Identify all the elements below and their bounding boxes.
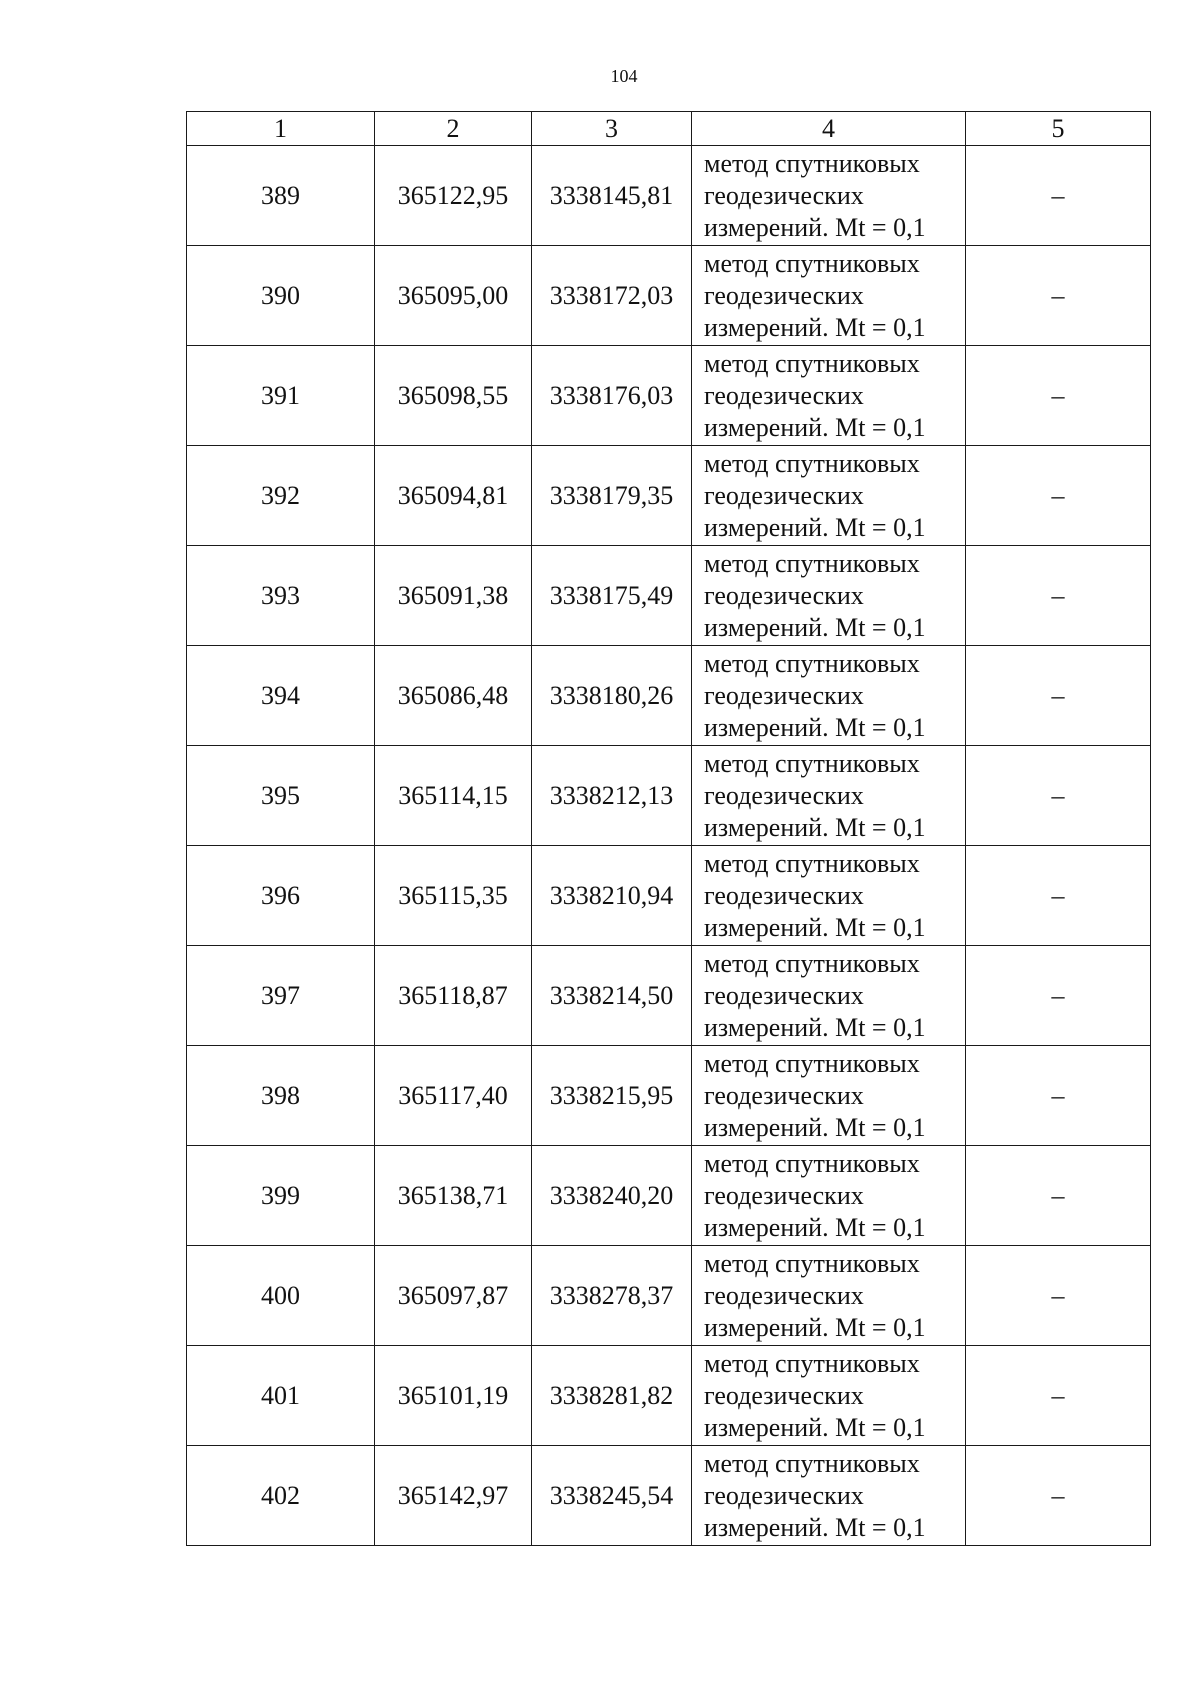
column-header-4: 4	[692, 112, 966, 146]
page-number: 104	[610, 66, 638, 86]
x-coordinate-cell: 365097,87	[375, 1246, 532, 1346]
method-line: измерений. Mt = 0,1	[704, 1512, 926, 1542]
method-line: геодезических	[704, 1180, 864, 1210]
method-line: измерений. Mt = 0,1	[704, 212, 926, 242]
column-header-1: 1	[187, 112, 375, 146]
x-coordinate-cell: 365117,40	[375, 1046, 532, 1146]
point-number-cell: 393	[187, 546, 375, 646]
table-row	[187, 546, 1151, 646]
y-coordinate-cell: 3338215,95	[532, 1046, 692, 1146]
method-line: геодезических	[704, 680, 864, 710]
column-header-3: 3	[532, 112, 692, 146]
method-cell	[692, 346, 966, 446]
method-line: геодезических	[704, 880, 864, 910]
method-line: геодезических	[704, 780, 864, 810]
y-coordinate-cell: 3338212,13	[532, 746, 692, 846]
table-row	[187, 246, 1151, 346]
method-line: метод спутниковых	[704, 248, 920, 278]
y-coordinate-cell: 3338145,81	[532, 146, 692, 246]
x-coordinate-cell: 365095,00	[375, 246, 532, 346]
x-coordinate-cell: 365118,87	[375, 946, 532, 1046]
method-line: метод спутниковых	[704, 948, 920, 978]
note-cell: –	[966, 946, 1151, 1046]
method-line: метод спутниковых	[704, 1048, 920, 1078]
method-line: метод спутниковых	[704, 548, 920, 578]
note-cell: –	[966, 746, 1151, 846]
point-number-cell: 391	[187, 346, 375, 446]
method-line: геодезических	[704, 280, 864, 310]
note-cell: –	[966, 446, 1151, 546]
method-line: геодезических	[704, 980, 864, 1010]
note-cell: –	[966, 846, 1151, 946]
table-row	[187, 1346, 1151, 1446]
point-number-cell: 392	[187, 446, 375, 546]
method-line: измерений. Mt = 0,1	[704, 512, 926, 542]
x-coordinate-cell: 365122,95	[375, 146, 532, 246]
table-row	[187, 346, 1151, 446]
point-number-cell: 402	[187, 1446, 375, 1546]
coordinates-table	[186, 111, 1151, 1546]
method-line: измерений. Mt = 0,1	[704, 1012, 926, 1042]
y-coordinate-cell: 3338179,35	[532, 446, 692, 546]
y-coordinate-cell: 3338278,37	[532, 1246, 692, 1346]
y-coordinate-cell: 3338281,82	[532, 1346, 692, 1446]
y-coordinate-cell: 3338180,26	[532, 646, 692, 746]
method-line: геодезических	[704, 180, 864, 210]
method-line: метод спутниковых	[704, 1448, 920, 1478]
table-row	[187, 446, 1151, 546]
method-line: измерений. Mt = 0,1	[704, 812, 926, 842]
method-line: метод спутниковых	[704, 748, 920, 778]
method-line: измерений. Mt = 0,1	[704, 412, 926, 442]
method-line: геодезических	[704, 1280, 864, 1310]
y-coordinate-cell: 3338176,03	[532, 346, 692, 446]
x-coordinate-cell: 365098,55	[375, 346, 532, 446]
note-cell: –	[966, 1246, 1151, 1346]
column-header-5: 5	[966, 112, 1151, 146]
x-coordinate-cell: 365094,81	[375, 446, 532, 546]
header-row	[187, 112, 1151, 146]
x-coordinate-cell: 365142,97	[375, 1446, 532, 1546]
note-cell: –	[966, 1446, 1151, 1546]
method-line: измерений. Mt = 0,1	[704, 1112, 926, 1142]
table-row	[187, 146, 1151, 246]
point-number-cell: 390	[187, 246, 375, 346]
method-line: измерений. Mt = 0,1	[704, 1212, 926, 1242]
table-body	[187, 146, 1151, 1546]
method-line: метод спутниковых	[704, 1148, 920, 1178]
note-cell: –	[966, 646, 1151, 746]
method-line: геодезических	[704, 1380, 864, 1410]
note-cell: –	[966, 1346, 1151, 1446]
table-row	[187, 746, 1151, 846]
method-cell	[692, 146, 966, 246]
method-line: измерений. Mt = 0,1	[704, 312, 926, 342]
y-coordinate-cell: 3338175,49	[532, 546, 692, 646]
y-coordinate-cell: 3338172,03	[532, 246, 692, 346]
point-number-cell: 401	[187, 1346, 375, 1446]
y-coordinate-cell: 3338210,94	[532, 846, 692, 946]
point-number-cell: 397	[187, 946, 375, 1046]
point-number-cell: 398	[187, 1046, 375, 1146]
method-line: метод спутниковых	[704, 148, 920, 178]
method-cell	[692, 546, 966, 646]
method-cell	[692, 1346, 966, 1446]
table-row	[187, 1446, 1151, 1546]
method-cell	[692, 946, 966, 1046]
x-coordinate-cell: 365138,71	[375, 1146, 532, 1246]
method-cell	[692, 846, 966, 946]
table-row	[187, 1246, 1151, 1346]
method-cell	[692, 1446, 966, 1546]
method-line: измерений. Mt = 0,1	[704, 1312, 926, 1342]
note-cell: –	[966, 146, 1151, 246]
note-cell: –	[966, 546, 1151, 646]
point-number-cell: 399	[187, 1146, 375, 1246]
table-header	[187, 112, 1151, 146]
method-line: метод спутниковых	[704, 648, 920, 678]
point-number-cell: 394	[187, 646, 375, 746]
x-coordinate-cell: 365114,15	[375, 746, 532, 846]
method-line: измерений. Mt = 0,1	[704, 612, 926, 642]
method-cell	[692, 646, 966, 746]
method-line: геодезических	[704, 1080, 864, 1110]
method-line: геодезических	[704, 1480, 864, 1510]
method-line: геодезических	[704, 580, 864, 610]
method-line: геодезических	[704, 480, 864, 510]
column-header-2: 2	[375, 112, 532, 146]
x-coordinate-cell: 365115,35	[375, 846, 532, 946]
y-coordinate-cell: 3338245,54	[532, 1446, 692, 1546]
table-row	[187, 1146, 1151, 1246]
method-cell	[692, 246, 966, 346]
x-coordinate-cell: 365086,48	[375, 646, 532, 746]
point-number-cell: 395	[187, 746, 375, 846]
method-line: метод спутниковых	[704, 1348, 920, 1378]
note-cell: –	[966, 246, 1151, 346]
table-row	[187, 1046, 1151, 1146]
method-line: измерений. Mt = 0,1	[704, 712, 926, 742]
y-coordinate-cell: 3338240,20	[532, 1146, 692, 1246]
method-line: метод спутниковых	[704, 448, 920, 478]
method-line: измерений. Mt = 0,1	[704, 1412, 926, 1442]
method-cell	[692, 1146, 966, 1246]
point-number-cell: 400	[187, 1246, 375, 1346]
note-cell: –	[966, 1046, 1151, 1146]
method-line: метод спутниковых	[704, 348, 920, 378]
method-cell	[692, 746, 966, 846]
point-number-cell: 396	[187, 846, 375, 946]
note-cell: –	[966, 346, 1151, 446]
table-row	[187, 646, 1151, 746]
method-line: метод спутниковых	[704, 1248, 920, 1278]
note-cell: –	[966, 1146, 1151, 1246]
method-line: измерений. Mt = 0,1	[704, 912, 926, 942]
method-cell	[692, 1246, 966, 1346]
method-cell	[692, 446, 966, 546]
method-line: метод спутниковых	[704, 848, 920, 878]
x-coordinate-cell: 365101,19	[375, 1346, 532, 1446]
table-row	[187, 946, 1151, 1046]
y-coordinate-cell: 3338214,50	[532, 946, 692, 1046]
table-row	[187, 846, 1151, 946]
method-cell	[692, 1046, 966, 1146]
point-number-cell: 389	[187, 146, 375, 246]
method-line: геодезических	[704, 380, 864, 410]
x-coordinate-cell: 365091,38	[375, 546, 532, 646]
